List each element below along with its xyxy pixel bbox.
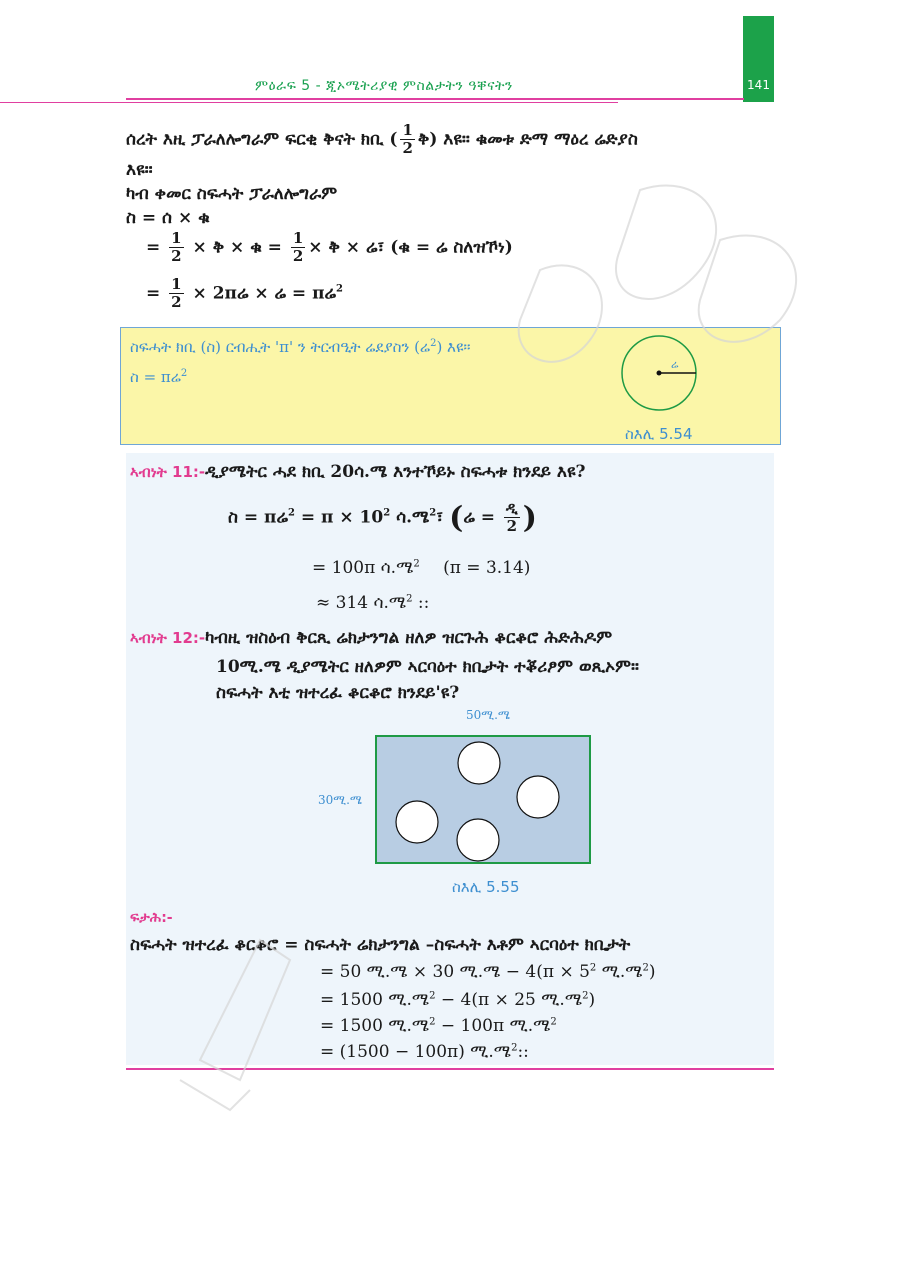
frac-num: 1 — [171, 275, 182, 293]
watermark-stroke — [699, 235, 796, 341]
equation-1: ስ = ሰ × ቁ — [126, 208, 210, 228]
eq2-equals: = — [146, 237, 161, 258]
fraction-half — [291, 230, 305, 266]
footer-rule — [126, 1068, 774, 1070]
figure-label-555: ስእሊ 5.55 — [452, 878, 520, 896]
ex11-l1b: = π × 10 — [294, 507, 384, 528]
sol-l2b: ሚ.ሜ — [596, 962, 643, 982]
cut-circle-bottom — [457, 819, 499, 861]
radius-label: ሬ — [671, 358, 679, 371]
solution-line-2 — [320, 962, 656, 982]
ex11-l2: = 100π ሳ.ሜ — [312, 558, 414, 578]
height-label: 30ሚ.ሜ — [318, 793, 363, 807]
sol-l3: = 1500 ሚ.ሜ — [320, 990, 430, 1010]
intro-line-1 — [126, 122, 638, 158]
box-text-end: ) እዩ። — [436, 338, 471, 356]
chapter-title: ምዕራፍ 5 - ጂኦሜትሪያዊ ምስልታትን ዓቐናትን — [255, 78, 513, 94]
frac-den: 2 — [171, 293, 182, 312]
superscript-2: 2 — [429, 507, 437, 519]
superscript-2: 2 — [413, 558, 420, 570]
example-12-q3: ስፍሓት እቲ ዝተረፈ ቆርቆሮ ክንደይ'ዩ? — [216, 683, 460, 703]
cut-circle-right — [517, 776, 559, 818]
superscript-2: 2 — [429, 990, 436, 1002]
ex11-pi-value: (π = 3.14) — [443, 558, 531, 578]
example-11-heading — [130, 462, 585, 482]
box-formula: ስ = πሬ — [130, 368, 181, 386]
sol-l4b: − 100π ሚ.ሜ — [435, 1016, 551, 1036]
example-11-eq3 — [316, 593, 429, 613]
intro-text-a: ሰረት እዚ ፓራለሎግራም ፍርቂ ቅናት ክቢ ( — [126, 129, 398, 150]
superscript-2: 2 — [406, 593, 413, 605]
intro-line-3: ካብ ቀመር ስፍሓት ፓራለሎግራም — [126, 184, 338, 204]
ex11-paren-text: ሬ = — [463, 507, 495, 528]
sol-l2c: ) — [648, 962, 656, 982]
superscript-2: 2 — [336, 283, 343, 295]
cut-circle-left — [396, 801, 438, 843]
ex11-l3: ≈ 314 ሳ.ሜ — [316, 593, 407, 613]
watermark-stroke — [180, 1080, 250, 1110]
intro-line-2: እዩ። — [126, 160, 153, 180]
page-number: 141 — [747, 78, 770, 92]
cut-circle-top — [458, 742, 500, 784]
superscript-2: 2 — [383, 507, 391, 519]
intro-text-b: ቅ) እዩ። ቁመቱ ድማ ማዕረ ሬድያስ — [417, 129, 638, 150]
superscript-2: 2 — [582, 990, 589, 1002]
sol-l3b: − 4(π × 25 ሚ.ሜ — [435, 990, 583, 1010]
superscript-2: 2 — [589, 962, 597, 974]
fraction-d-over-2 — [504, 500, 520, 536]
frac-num: 1 — [402, 121, 413, 139]
solution-line-1: ስፍሓት ዝተረፈ ቆርቆሮ = ስፍሓት ሬክታንግል –ስፍሓት እቶም ኣርባዕተ ክቢታት — [130, 935, 631, 955]
superscript-2: 2 — [511, 1042, 518, 1054]
fraction-half — [169, 230, 183, 266]
fraction-half — [400, 122, 414, 158]
solution-line-5 — [320, 1042, 529, 1062]
paren-open: ( — [449, 500, 464, 536]
equation-2 — [146, 230, 513, 266]
sol-l2: = 50 ሚ.ሜ × 30 ሚ.ሜ − 4(π × 5 — [320, 962, 590, 982]
superscript-2: 2 — [180, 368, 188, 379]
ex11-l1c: ሳ.ሜ — [390, 507, 430, 528]
sol-l5b: :: — [517, 1042, 529, 1062]
ex11-l3b: :: — [412, 593, 430, 613]
ex11-l1d: ፣ — [436, 507, 444, 528]
solution-line-4 — [320, 1016, 557, 1036]
fraction-half — [169, 276, 183, 312]
frac-den: 2 — [402, 139, 413, 158]
width-label: 50ሚ.ሜ — [466, 708, 511, 722]
example-11-label: ኣብነት 11:- — [130, 463, 206, 481]
rectangle-figure — [374, 734, 594, 866]
equation-3 — [146, 276, 343, 312]
paren-close: ) — [522, 500, 537, 536]
superscript-2: 2 — [550, 1016, 557, 1028]
frac-den: 2 — [171, 247, 182, 266]
solution-label: ፍታሕ:- — [130, 910, 173, 926]
superscript-2: 2 — [429, 1016, 436, 1028]
example-11-eq2 — [312, 558, 530, 578]
example-11-eq1 — [228, 500, 537, 536]
header-rule-thin — [0, 102, 618, 103]
example-12-q1: ካብዚ ዝስዕብ ቅርጺ ሬክታንግል ዘለዎ ዝርጉሕ ቆርቆሮ ሕድሕዶም — [205, 628, 613, 648]
header-rule — [126, 98, 744, 100]
superscript-2: 2 — [642, 962, 649, 974]
ex11-l1: ስ = πሬ — [228, 507, 288, 528]
box-line-1 — [130, 338, 470, 356]
example-12-heading — [130, 628, 612, 648]
eq2-middle: × ቅ × ቁ = — [192, 237, 282, 258]
center-point — [657, 371, 662, 376]
example-12-q2: 10ሚ.ሜ ዲያሜትር ዘለዎም ኣርባዕተ ክቢታት ተቖሪፆም ወጺኦም። — [216, 657, 639, 677]
frac-num: 1 — [292, 229, 304, 247]
sol-l4: = 1500 ሚ.ሜ — [320, 1016, 430, 1036]
eq2-end: × ቅ × ሬ፣ (ቁ = ሬ ስለዝኾነ) — [308, 237, 513, 258]
eq3-end: × 2πሬ × ሬ = πሬ — [192, 283, 336, 304]
frac-den: 2 — [506, 517, 518, 536]
frac-num: 1 — [171, 229, 182, 247]
sol-l3c: ) — [588, 990, 596, 1010]
superscript-2: 2 — [430, 338, 437, 349]
eq3-equals: = — [146, 283, 161, 304]
frac-num: ዲ — [505, 499, 518, 517]
box-text: ስፍሓት ክቢ (ስ) ርብሒት 'π' ን ትርብዒት ሬደያስን (ሬ — [130, 338, 431, 356]
figure-label-554: ስእሊ 5.54 — [625, 425, 693, 443]
superscript-2: 2 — [287, 507, 295, 519]
box-line-2 — [130, 368, 187, 386]
solution-line-3 — [320, 990, 595, 1010]
example-12-label: ኣብነት 12:- — [130, 629, 206, 647]
frac-den: 2 — [292, 247, 304, 266]
sol-l5: = (1500 − 100π) ሚ.ሜ — [320, 1042, 512, 1062]
circle-figure — [615, 333, 705, 418]
watermark-stroke — [616, 185, 716, 298]
example-11-question: ዲያሜትር ሓደ ክቢ 20ሳ.ሜ እንተኾይኑ ስፍሓቱ ክንደይ እዩ? — [205, 462, 586, 482]
